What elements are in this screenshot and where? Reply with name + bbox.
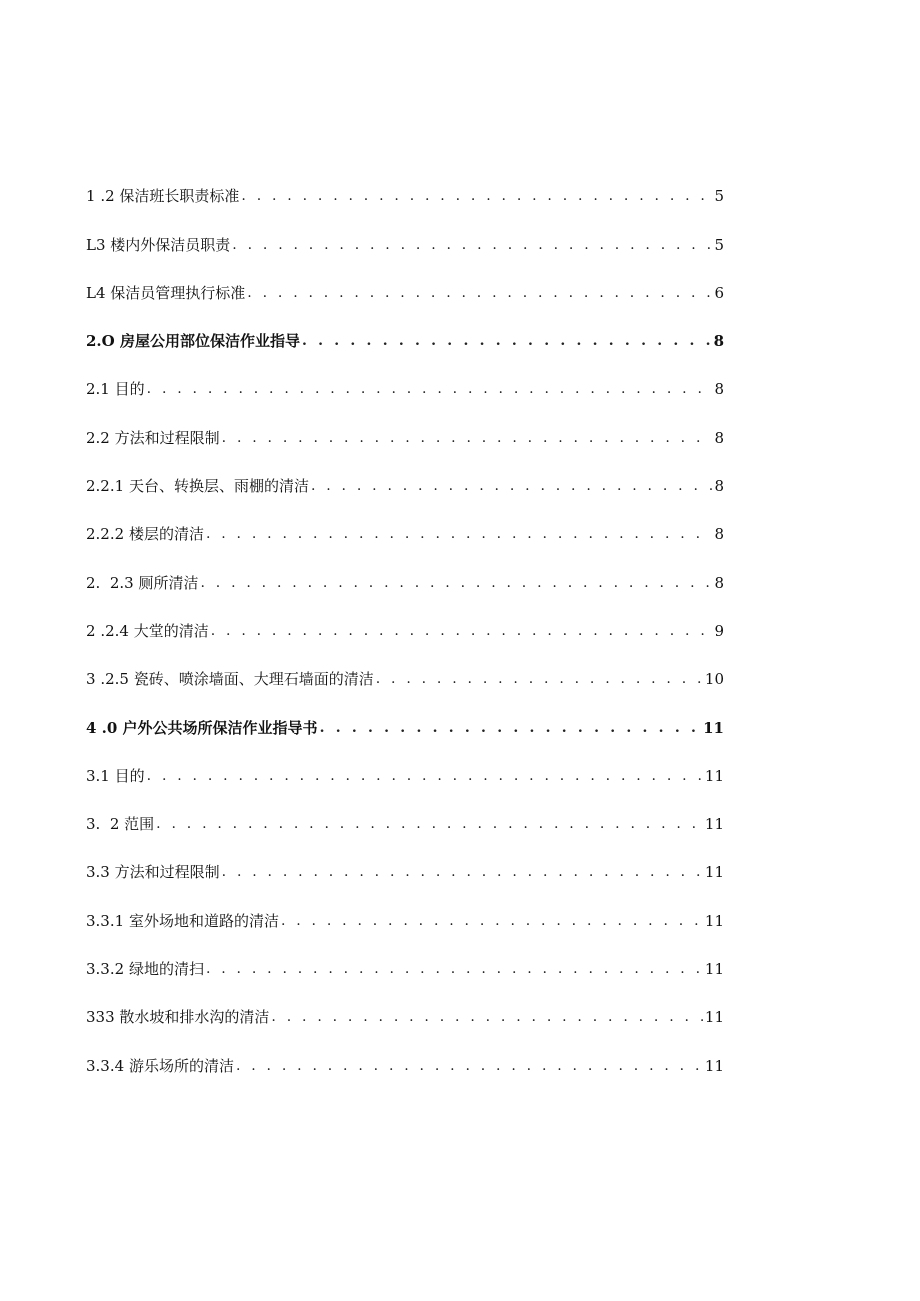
toc-entry-page: 11 xyxy=(704,960,724,979)
toc-dot-leader xyxy=(147,379,713,399)
toc-dot-leader xyxy=(241,186,712,206)
toc-entry[interactable] xyxy=(86,945,724,993)
toc-entry[interactable] xyxy=(86,800,724,848)
toc-entry-title: 2.3 厕所清洁 xyxy=(109,573,199,592)
toc-dot-leader xyxy=(236,1056,703,1076)
toc-dot-leader xyxy=(206,524,713,544)
toc-entry-page: 8 xyxy=(714,380,724,399)
toc-entry-title: .2 保洁班长职责标准 xyxy=(100,187,240,206)
toc-entry-page: 8 xyxy=(714,477,724,496)
toc-entry-number: 2.2.2 xyxy=(86,525,129,544)
toc-entry-page: 11 xyxy=(704,1008,724,1027)
toc-entry-page: 10 xyxy=(704,670,724,689)
toc-entry-number: 2.1 xyxy=(86,380,115,399)
toc-entry-page: 11 xyxy=(704,911,724,930)
toc-entry-title: .0 户外公共场所保洁作业指导书 xyxy=(101,718,318,737)
toc-entry[interactable] xyxy=(86,607,724,655)
toc-entry[interactable] xyxy=(86,317,724,365)
toc-entry-number: 2.2.1 xyxy=(86,477,129,496)
toc-entry-title: 2 范围 xyxy=(109,815,155,834)
toc-entry[interactable] xyxy=(86,752,724,800)
toc-entry-number: 3.3 xyxy=(86,863,115,882)
toc-entry-page: 11 xyxy=(704,815,724,834)
toc-entry[interactable] xyxy=(86,703,724,751)
toc-entry-page: 11 xyxy=(703,718,724,737)
toc-dot-leader xyxy=(271,1007,702,1027)
table-of-contents xyxy=(86,172,724,1090)
toc-dot-leader xyxy=(281,911,703,931)
toc-entry[interactable] xyxy=(86,1041,724,1089)
toc-entry[interactable] xyxy=(86,462,724,510)
toc-entry-title: 房屋公用部位保洁作业指导 xyxy=(119,332,300,351)
toc-entry[interactable] xyxy=(86,172,724,220)
toc-entry-number: 1 xyxy=(86,187,101,206)
toc-entry[interactable] xyxy=(86,365,724,413)
toc-entry-title: 方法和过程限制 xyxy=(114,863,220,882)
toc-entry-title: 楼内外保洁员职责 xyxy=(110,235,231,254)
toc-entry-number: 4 xyxy=(86,718,102,737)
toc-dot-leader xyxy=(320,718,702,738)
toc-dot-leader xyxy=(247,283,712,303)
toc-entry[interactable] xyxy=(86,655,724,703)
toc-entry-title: 游乐场所的清洁 xyxy=(128,1056,234,1075)
toc-entry-title: 绿地的清扫 xyxy=(128,960,204,979)
toc-entry[interactable] xyxy=(86,558,724,606)
toc-entry-number: 3. xyxy=(86,815,110,834)
toc-dot-leader xyxy=(156,814,703,834)
toc-entry-number: 3.3.2 xyxy=(86,960,129,979)
toc-entry-page: 5 xyxy=(714,235,724,254)
toc-entry[interactable] xyxy=(86,848,724,896)
toc-entry[interactable] xyxy=(86,510,724,558)
toc-entry-number: L3 xyxy=(86,235,111,254)
toc-entry-page: 9 xyxy=(714,621,724,640)
toc-entry-page: 11 xyxy=(704,766,724,785)
toc-entry-page: 11 xyxy=(704,1056,724,1075)
toc-entry-number: 3.1 xyxy=(86,766,115,785)
toc-entry-page: 8 xyxy=(714,573,724,592)
toc-entry-title: 目的 xyxy=(114,766,145,785)
toc-entry[interactable] xyxy=(86,993,724,1041)
toc-entry-number: 2.O xyxy=(86,332,120,351)
toc-dot-leader xyxy=(200,573,712,593)
toc-dot-leader xyxy=(147,766,703,786)
toc-entry[interactable] xyxy=(86,269,724,317)
toc-entry-number: 2 xyxy=(86,621,101,640)
toc-entry-title: 散水坡和排水沟的清洁 xyxy=(119,1008,270,1027)
toc-entry-title: 天台、转换层、雨棚的清洁 xyxy=(128,477,309,496)
toc-dot-leader xyxy=(222,428,713,448)
toc-entry-number: L4 xyxy=(86,283,111,302)
toc-entry[interactable] xyxy=(86,413,724,461)
toc-entry-title: 目的 xyxy=(114,380,145,399)
toc-entry-page: 5 xyxy=(714,187,724,206)
toc-entry[interactable] xyxy=(86,220,724,268)
toc-entry-title: 室外场地和道路的清洁 xyxy=(128,911,279,930)
toc-entry-page: 8 xyxy=(714,525,724,544)
toc-dot-leader xyxy=(206,959,703,979)
toc-entry[interactable] xyxy=(86,896,724,944)
toc-dot-leader xyxy=(232,235,712,255)
toc-entry-number: 333 xyxy=(86,1008,120,1027)
toc-entry-title: 楼层的清洁 xyxy=(128,525,204,544)
toc-dot-leader xyxy=(222,862,703,882)
toc-entry-title: .2.5 瓷砖、喷涂墙面、大理石墙面的清洁 xyxy=(100,670,374,689)
toc-entry-page: 11 xyxy=(704,863,724,882)
toc-entry-page: 6 xyxy=(714,283,724,302)
toc-entry-title: 保洁员管理执行标准 xyxy=(110,283,246,302)
toc-entry-title: .2.4 大堂的清洁 xyxy=(100,621,209,640)
toc-entry-page: 8 xyxy=(713,332,724,351)
toc-entry-number: 2.2 xyxy=(86,428,115,447)
toc-dot-leader xyxy=(376,669,703,689)
toc-dot-leader xyxy=(211,621,713,641)
toc-entry-number: 2. xyxy=(86,573,110,592)
toc-entry-title: 方法和过程限制 xyxy=(114,428,220,447)
toc-entry-number: 3 xyxy=(86,670,101,689)
toc-entry-page: 8 xyxy=(714,428,724,447)
toc-dot-leader xyxy=(302,331,712,351)
toc-entry-number: 3.3.4 xyxy=(86,1056,129,1075)
toc-entry-number: 3.3.1 xyxy=(86,911,129,930)
toc-dot-leader xyxy=(311,476,713,496)
